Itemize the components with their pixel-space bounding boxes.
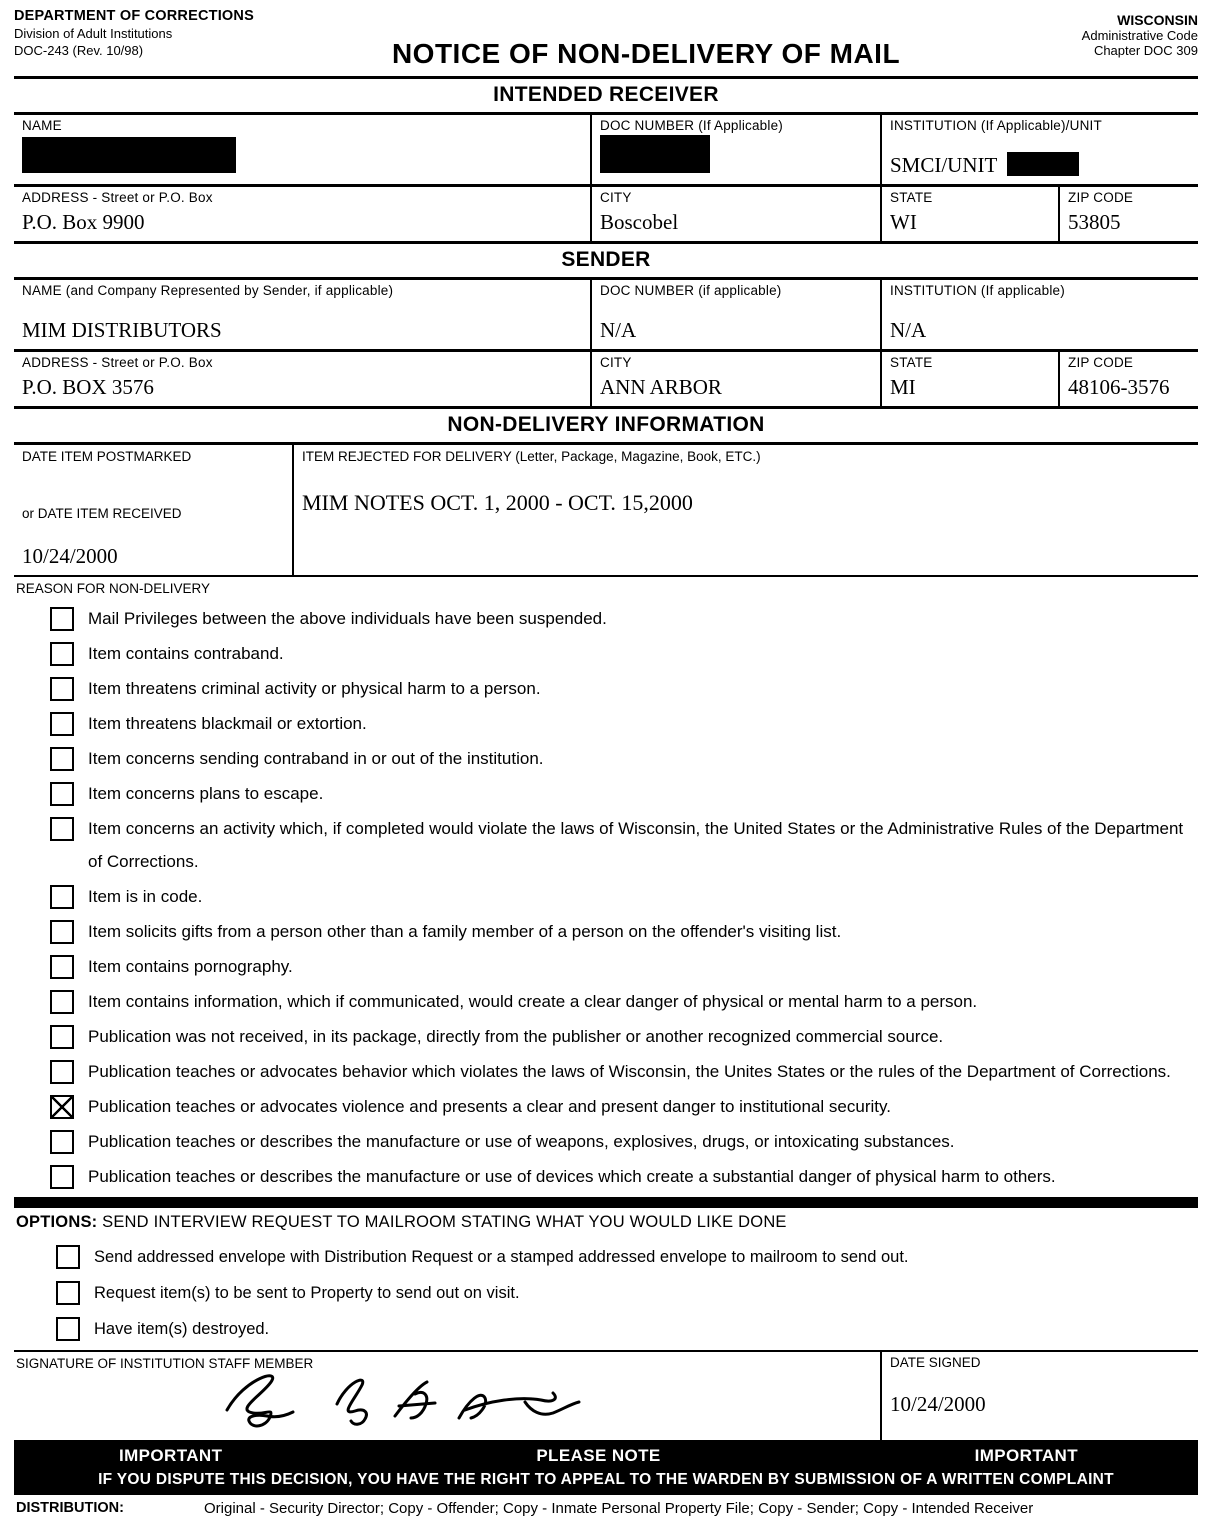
agency-name: DEPARTMENT OF CORRECTIONS [14,8,254,24]
receiver-institution-value: SMCI/UNIT [890,152,1192,180]
signature-row [14,1350,1198,1440]
checkbox-label: Item is in code. [88,887,203,906]
sender-institution-value: N/A [890,318,927,342]
admin-code-block [948,8,1198,58]
checkbox-row [50,1090,1188,1123]
signature-label: SIGNATURE OF INSTITUTION STAFF MEMBER [16,1356,314,1371]
appeal-notice: IF YOU DISPUTE THIS DECISION, YOU HAVE THE RIGHT TO APPEAL TO THE WARDEN BY SUBMISSION OF A WRITTEN COMPLAINT [98,1471,1114,1488]
checkbox[interactable] [50,1165,74,1189]
checkbox-label: Mail Privileges between the above individuals have been suspended. [88,609,607,628]
date-signed-value: 10/24/2000 [890,1392,986,1416]
options-heading-bold: OPTIONS: [16,1213,98,1231]
checkbox[interactable] [50,1130,74,1154]
checkbox[interactable] [50,677,74,701]
receiver-doc-redaction-bar [600,135,710,173]
sender-institution-label: INSTITUTION (If applicable) [890,283,1065,298]
checkbox[interactable] [50,955,74,979]
checkbox-label: Item concerns an activity which, if completed would violate the laws of Wisconsin, the United States or the Administrative Rules of the Department of Corrections. [88,819,1184,871]
distribution-value: Original - Security Director; Copy - Offender; Copy - Inmate Personal Property File; Copy - Sender; Copy - Intended Receiver [204,1500,1034,1517]
reason-list [14,602,1198,1193]
checkbox-row [56,1276,1188,1310]
checkbox-label: Item contains information, which if communicated, would create a clear danger of physical or mental harm to a person. [88,992,978,1011]
date-signed-label: DATE SIGNED [890,1355,981,1370]
sender-name-cell [14,280,590,349]
checkbox[interactable] [50,642,74,666]
checkbox-row [50,915,1188,948]
important-note-line1 [24,1444,1188,1468]
checkbox[interactable] [50,990,74,1014]
sender-state-label: STATE [890,355,933,370]
important-note-bar [14,1440,1198,1495]
receiver-zip-cell [1058,187,1198,241]
code-name: Administrative Code [1081,28,1198,43]
sender-city-value: ANN ARBOR [600,375,722,399]
checkbox-label: Item threatens blackmail or extortion. [88,714,367,733]
checkbox-row [50,707,1188,740]
options-heading-rest: SEND INTERVIEW REQUEST TO MAILROOM STATING WHAT YOU WOULD LIKE DONE [97,1213,787,1231]
receiver-name-cell [14,115,590,184]
receiver-state-value: WI [890,210,917,234]
checkbox[interactable] [50,1095,74,1119]
receiver-city-label: CITY [600,190,632,205]
item-rejected-cell [292,445,1198,575]
receiver-doc-label: DOC NUMBER (If Applicable) [600,118,783,133]
sender-zip-label: ZIP CODE [1068,355,1134,370]
receiver-zip-value: 53805 [1068,210,1121,234]
important-left: IMPORTANT [119,1446,223,1465]
form-header [14,8,1198,79]
receiver-city-cell [590,187,880,241]
receiver-address-row [14,187,1198,244]
important-right: IMPORTANT [974,1446,1078,1465]
sender-state-cell [880,352,1058,406]
checkbox-label: Item concerns plans to escape. [88,784,324,803]
sender-address-cell [14,352,590,406]
checkbox-label: Item contains pornography. [88,957,293,976]
checkbox[interactable] [56,1281,80,1305]
checkbox-label: Send addressed envelope with Distribution Request or a stamped addressed envelope to mailroom to send out. [94,1248,909,1266]
receiver-name-row [14,115,1198,187]
checkbox[interactable] [56,1317,80,1341]
receiver-city-value: Boscobel [600,210,679,234]
date-postmarked-label: DATE ITEM POSTMARKED [22,449,192,464]
sender-name-row [14,280,1198,352]
sender-address-label: ADDRESS - Street or P.O. Box [22,355,213,370]
checkbox-label: Publication teaches or describes the manufacture or use of weapons, explosives, drugs, or intoxicating substances. [88,1132,955,1151]
checkbox[interactable] [50,712,74,736]
receiver-institution-label: INSTITUTION (If Applicable)/UNIT [890,118,1102,133]
sender-doc-label: DOC NUMBER (if applicable) [600,283,782,298]
receiver-doc-cell [590,115,880,184]
sender-doc-cell [590,280,880,349]
checkbox-row [50,1055,1188,1088]
sender-heading: SENDER [14,244,1198,280]
checkbox-row [50,672,1188,705]
receiver-state-label: STATE [890,190,933,205]
sender-city-cell [590,352,880,406]
receiver-zip-label: ZIP CODE [1068,190,1134,205]
checkbox-row [50,1160,1188,1193]
receiver-institution-cell [880,115,1198,184]
sender-doc-value: N/A [600,318,637,342]
checkbox-row [50,985,1188,1018]
code-chapter: Chapter DOC 309 [1093,43,1198,58]
checkbox-label: Publication was not received, in its package, directly from the publisher or another recognized commercial source. [88,1027,944,1046]
checkbox[interactable] [50,1025,74,1049]
item-rejected-value: MIM NOTES OCT. 1, 2000 - OCT. 15,2000 [302,490,693,515]
receiver-unit-redaction-bar [1007,152,1079,176]
checkbox[interactable] [50,782,74,806]
checkbox-row [50,950,1188,983]
date-received-label: or DATE ITEM RECEIVED [22,506,182,521]
intended-receiver-heading: INTENDED RECEIVER [14,79,1198,115]
receiver-address-cell [14,187,590,241]
checkbox-row [50,1020,1188,1053]
options-list [14,1240,1198,1346]
non-delivery-info-row [14,445,1198,577]
checkbox-row [50,742,1188,775]
sender-city-label: CITY [600,355,632,370]
sender-state-value: MI [890,375,916,399]
date-signed-cell [880,1352,1198,1440]
checkbox-label: Have item(s) destroyed. [94,1320,270,1338]
sender-zip-value: 48106-3576 [1068,375,1170,399]
receiver-name-redaction-bar [22,137,236,173]
checkbox-row [50,1125,1188,1158]
sender-address-row [14,352,1198,409]
distribution-line [14,1495,1198,1523]
checkbox-row [50,637,1188,670]
reason-section-label: REASON FOR NON-DELIVERY [16,581,211,596]
checkbox-label: Item solicits gifts from a person other than a family member of a person on the offender's visiting list. [88,922,842,941]
sender-zip-cell [1058,352,1198,406]
receiver-address-value: P.O. Box 9900 [22,210,145,234]
checkbox[interactable] [50,885,74,909]
agency-block [14,8,344,58]
checkbox-row [50,880,1188,913]
options-heading [14,1208,1198,1240]
receiver-name-label: NAME [22,118,62,133]
checkbox-label: Publication teaches or advocates violence and presents a clear and present danger to institutional security. [88,1097,891,1116]
agency-division: Division of Adult Institutions [14,26,173,41]
form-number: DOC-243 (Rev. 10/98) [14,43,144,58]
checkbox-row [50,602,1188,635]
item-rejected-label: ITEM REJECTED FOR DELIVERY (Letter, Package, Magazine, Book, ETC.) [302,449,761,464]
checkbox-label: Item contains contraband. [88,644,284,663]
checkbox[interactable] [50,920,74,944]
checkbox-label: Request item(s) to be sent to Property to send out on visit. [94,1284,520,1302]
sender-address-value: P.O. BOX 3576 [22,375,154,399]
staff-signature [219,1366,609,1432]
distribution-label: DISTRIBUTION: [16,1500,124,1516]
checkbox[interactable] [50,607,74,631]
checkbox[interactable] [50,1060,74,1084]
sender-name-label: NAME (and Company Represented by Sender, if applicable) [22,283,394,298]
code-state: WISCONSIN [1117,12,1198,28]
sender-name-value: MIM DISTRIBUTORS [22,318,222,342]
checkbox-label: Item threatens criminal activity or physical harm to a person. [88,679,541,698]
checkbox-row [56,1240,1188,1274]
please-note: PLEASE NOTE [536,1446,661,1465]
options-divider-bar [14,1197,1198,1208]
checkbox-label: Publication teaches or advocates behavior which violates the laws of Wisconsin, the Unites States or the rules of the Department of Corrections. [88,1062,1171,1081]
checkbox[interactable] [50,817,74,841]
non-delivery-heading: NON-DELIVERY INFORMATION [14,409,1198,445]
form-title: NOTICE OF NON-DELIVERY OF MAIL [391,38,901,69]
date-cell [14,445,292,575]
checkbox[interactable] [56,1245,80,1269]
date-received-value: 10/24/2000 [22,544,118,568]
checkbox-row [56,1312,1188,1346]
checkbox-row [50,812,1188,878]
checkbox[interactable] [50,747,74,771]
sender-institution-cell [880,280,1198,349]
checkbox-row [50,777,1188,810]
checkbox-label: Publication teaches or describes the manufacture or use of devices which create a substantial danger of physical harm to others. [88,1167,1056,1186]
receiver-state-cell [880,187,1058,241]
signature-cell [14,1352,880,1440]
checkbox-label: Item concerns sending contraband in or out of the institution. [88,749,544,768]
receiver-address-label: ADDRESS - Street or P.O. Box [22,190,213,205]
